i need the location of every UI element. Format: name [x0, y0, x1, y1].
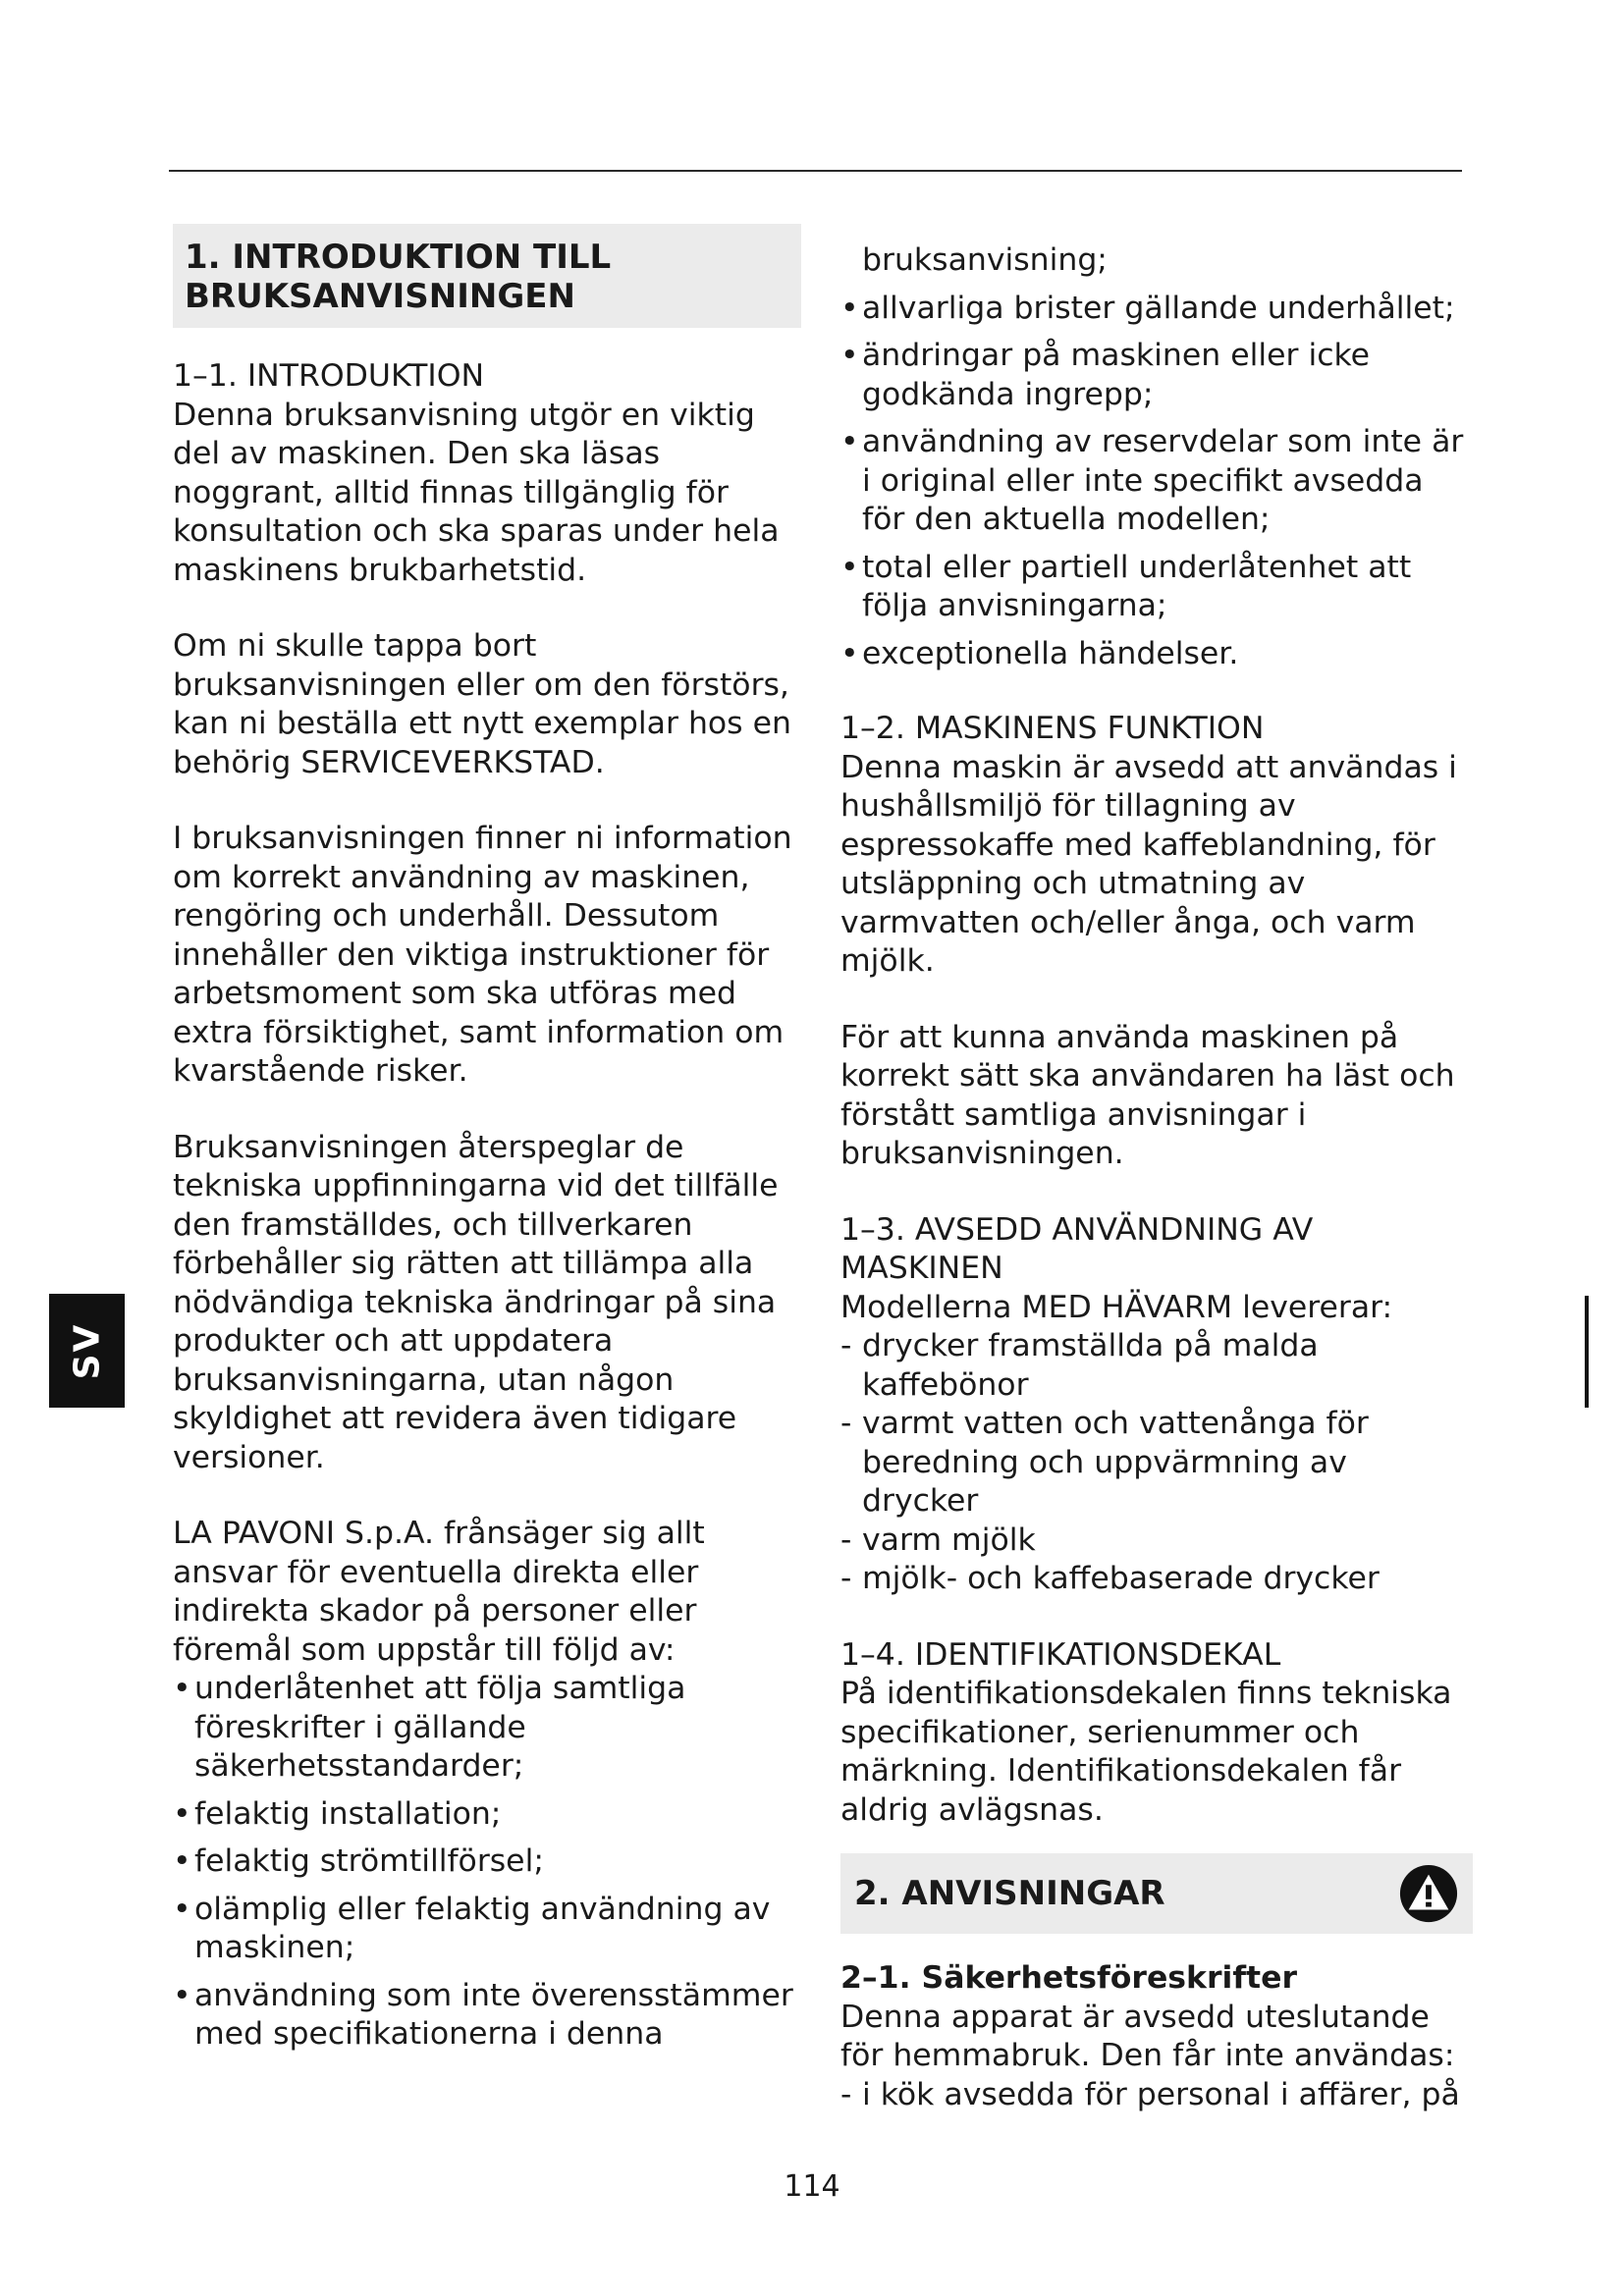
section-1-title: 1. INTRODUKTION TILL BRUKSANVISNINGEN: [173, 224, 801, 328]
list-item: • felaktig installation;: [173, 1795, 801, 1835]
paragraph-updates: Bruksanvisningen återspeglar de tekniska uppfinningarna vid det tillfälle den framställdes, och tillverkaren förbehåller sig rätten att tillämpa alla nödvändiga tekniska ändringar på sina produkter och att uppdatera bruksanvisningarna, utan någon skyldighet att revidera även tidigare versioner.: [173, 1129, 779, 1475]
paragraph-lost-manual: Om ni skulle tappa bort bruksanvisningen eller om den förstörs, kan ni beställa ett nytt exemplar hos en behörig SERVICEVERKSTAD.: [173, 628, 791, 780]
paragraph-contents: I bruksanvisningen finner ni information om korrekt användning av maskinen, rengöring och underhåll. Dessutom innehåller den viktiga instruktioner för arbetsmoment som ska utföras med extra försiktighet, samt information om kvarstående risker.: [173, 821, 792, 1089]
list-item: - mjölk- och kaffebaserade drycker: [840, 1560, 1473, 1599]
side-marker-bar: [1585, 1296, 1589, 1408]
paragraph-intro: Denna bruksanvisning utgör en viktig del av maskinen. Den ska läsas noggrant, alltid finnas tillgänglig för konsultation och ska sparas under hela maskinens brukbarhetstid.: [173, 397, 780, 588]
paragraph-models: Modellerna MED HÄVARM levererar:: [840, 1289, 1393, 1325]
warning-icon: [1398, 1863, 1459, 1924]
section-2-title: 2. ANVISNINGAR: [854, 1874, 1165, 1913]
subheading-1-3: 1–3. AVSEDD ANVÄNDNING AV MASKINEN: [840, 1211, 1314, 1286]
disclaimer-list-continued: [840, 290, 1473, 674]
subheading-1-4: 1–4. IDENTIFIKATIONSDEKAL: [840, 1636, 1281, 1673]
list-item: • total eller partiell underlåtenhet att följa anvisningarna;: [840, 549, 1473, 626]
subheading-2-1: 2–1. Säkerhetsföreskrifter: [840, 1960, 1297, 1996]
intended-use-list: [840, 1327, 1473, 1599]
language-tab: [49, 1294, 125, 1408]
list-item: • felaktig strömtillförsel;: [173, 1842, 801, 1882]
paragraph-safety: Denna apparat är avsedd uteslutande för hemmabruk. Den får inte användas:: [840, 1999, 1455, 2073]
list-item: - drycker framställda på malda kaffebönor: [840, 1327, 1473, 1405]
paragraph-read-manual: För att kunna använda maskinen på korrekt sätt ska användaren ha läst och förstått samtliga anvisningar i bruksanvisningen.: [840, 1019, 1455, 1171]
section-2-title-box: [840, 1853, 1473, 1934]
list-item: - varm mjölk: [840, 1522, 1473, 1561]
top-rule: [169, 170, 1462, 172]
list-item: - i kök avsedda för personal i affärer, på: [840, 2076, 1473, 2115]
list-item: • användning av reservdelar som inte är i original eller inte specifikt avsedda för den aktuella modellen;: [840, 423, 1473, 540]
list-item: • underlåtenhet att följa samtliga föreskrifter i gällande säkerhetsstandarder;: [173, 1670, 801, 1787]
continuation-text: bruksanvisning;: [862, 242, 1108, 278]
list-item: • ändringar på maskinen eller icke godkända ingrepp;: [840, 337, 1473, 414]
paragraph-function: Denna maskin är avsedd att användas i hushållsmiljö för tillagning av espressokaffe med kaffeblandning, för utsläppning och utmatning av varmvatten och/eller ånga, och varm mjölk.: [840, 749, 1457, 979]
left-column: [173, 224, 801, 2063]
subheading-1-1: 1–1. INTRODUKTION: [173, 358, 485, 394]
page-number: 114: [784, 2169, 840, 2204]
language-tab-label: SV: [66, 1322, 107, 1379]
list-item: • allvarliga brister gällande underhållet;: [840, 290, 1473, 329]
list-item: • olämplig eller felaktig användning av maskinen;: [173, 1891, 801, 1968]
list-item: - varmt vatten och vattenånga för beredning och uppvärmning av drycker: [840, 1405, 1473, 1522]
safety-list: [840, 2076, 1473, 2115]
subheading-1-2: 1–2. MASKINENS FUNKTION: [840, 711, 1265, 746]
list-item: • användning som inte överensstämmer med specifikationerna i denna: [173, 1977, 801, 2055]
disclaimer-list: [173, 1670, 801, 2055]
paragraph-id-label: På identifikationsdekalen finns tekniska specifikationer, serienummer och märkning. Identifikationsdekalen får aldrig avlägsnas.: [840, 1676, 1452, 1828]
paragraph-disclaimer: LA PAVONI S.p.A. frånsäger sig allt ansvar för eventuella direkta eller indirekta skador på personer eller föremål som uppstår till följd av:: [173, 1516, 705, 1668]
right-column: [840, 241, 1473, 2114]
list-item: • exceptionella händelser.: [840, 635, 1473, 674]
